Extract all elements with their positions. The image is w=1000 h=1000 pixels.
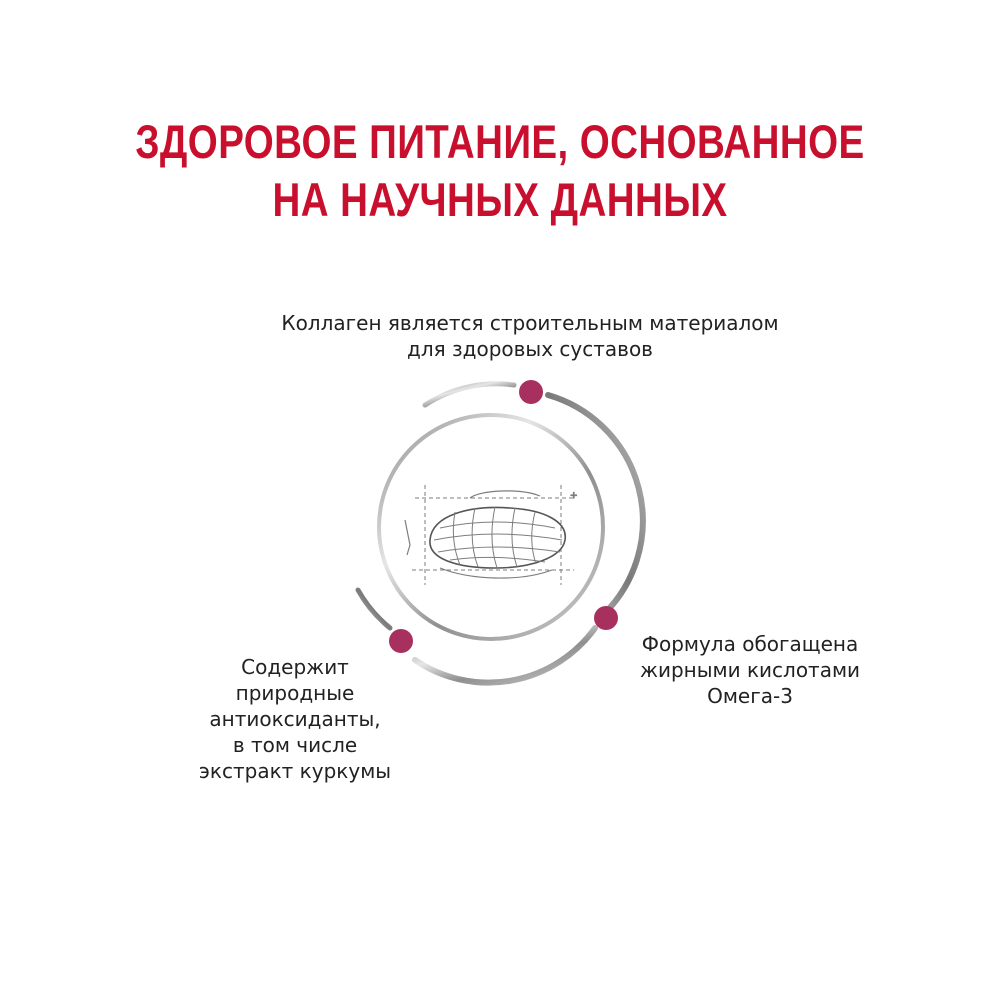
title-line-1: ЗДОРОВОЕ ПИТАНИЕ, ОСНОВАННОЕ — [135, 115, 865, 168]
caption-line: Формула обогащена — [641, 632, 859, 656]
benefit-collagen-caption — [250, 310, 810, 362]
caption-line: Коллаген является строительным материалом — [281, 311, 779, 335]
caption-line: экстракт куркумы — [198, 759, 392, 783]
kibble-sketch-icon — [405, 485, 578, 585]
benefit-antioxidants-caption — [170, 654, 420, 784]
benefit-dot-right — [594, 606, 618, 630]
benefit-omega3-caption — [620, 631, 880, 709]
caption-line: жирными кислотами — [639, 658, 861, 682]
benefit-dot-left — [389, 629, 413, 653]
caption-line: Омега-3 — [707, 684, 793, 708]
svg-text:+: + — [570, 491, 578, 501]
caption-line: природные — [235, 681, 355, 705]
title-line-2: НА НАУЧНЫХ ДАННЫХ — [272, 173, 728, 226]
caption-line: Содержит — [241, 655, 349, 679]
benefit-dot-top — [519, 380, 543, 404]
caption-line: антиоксиданты, — [209, 707, 381, 731]
caption-line: для здоровых суставов — [407, 337, 653, 361]
caption-line: в том числе — [232, 733, 358, 757]
inner-ring — [379, 415, 603, 639]
